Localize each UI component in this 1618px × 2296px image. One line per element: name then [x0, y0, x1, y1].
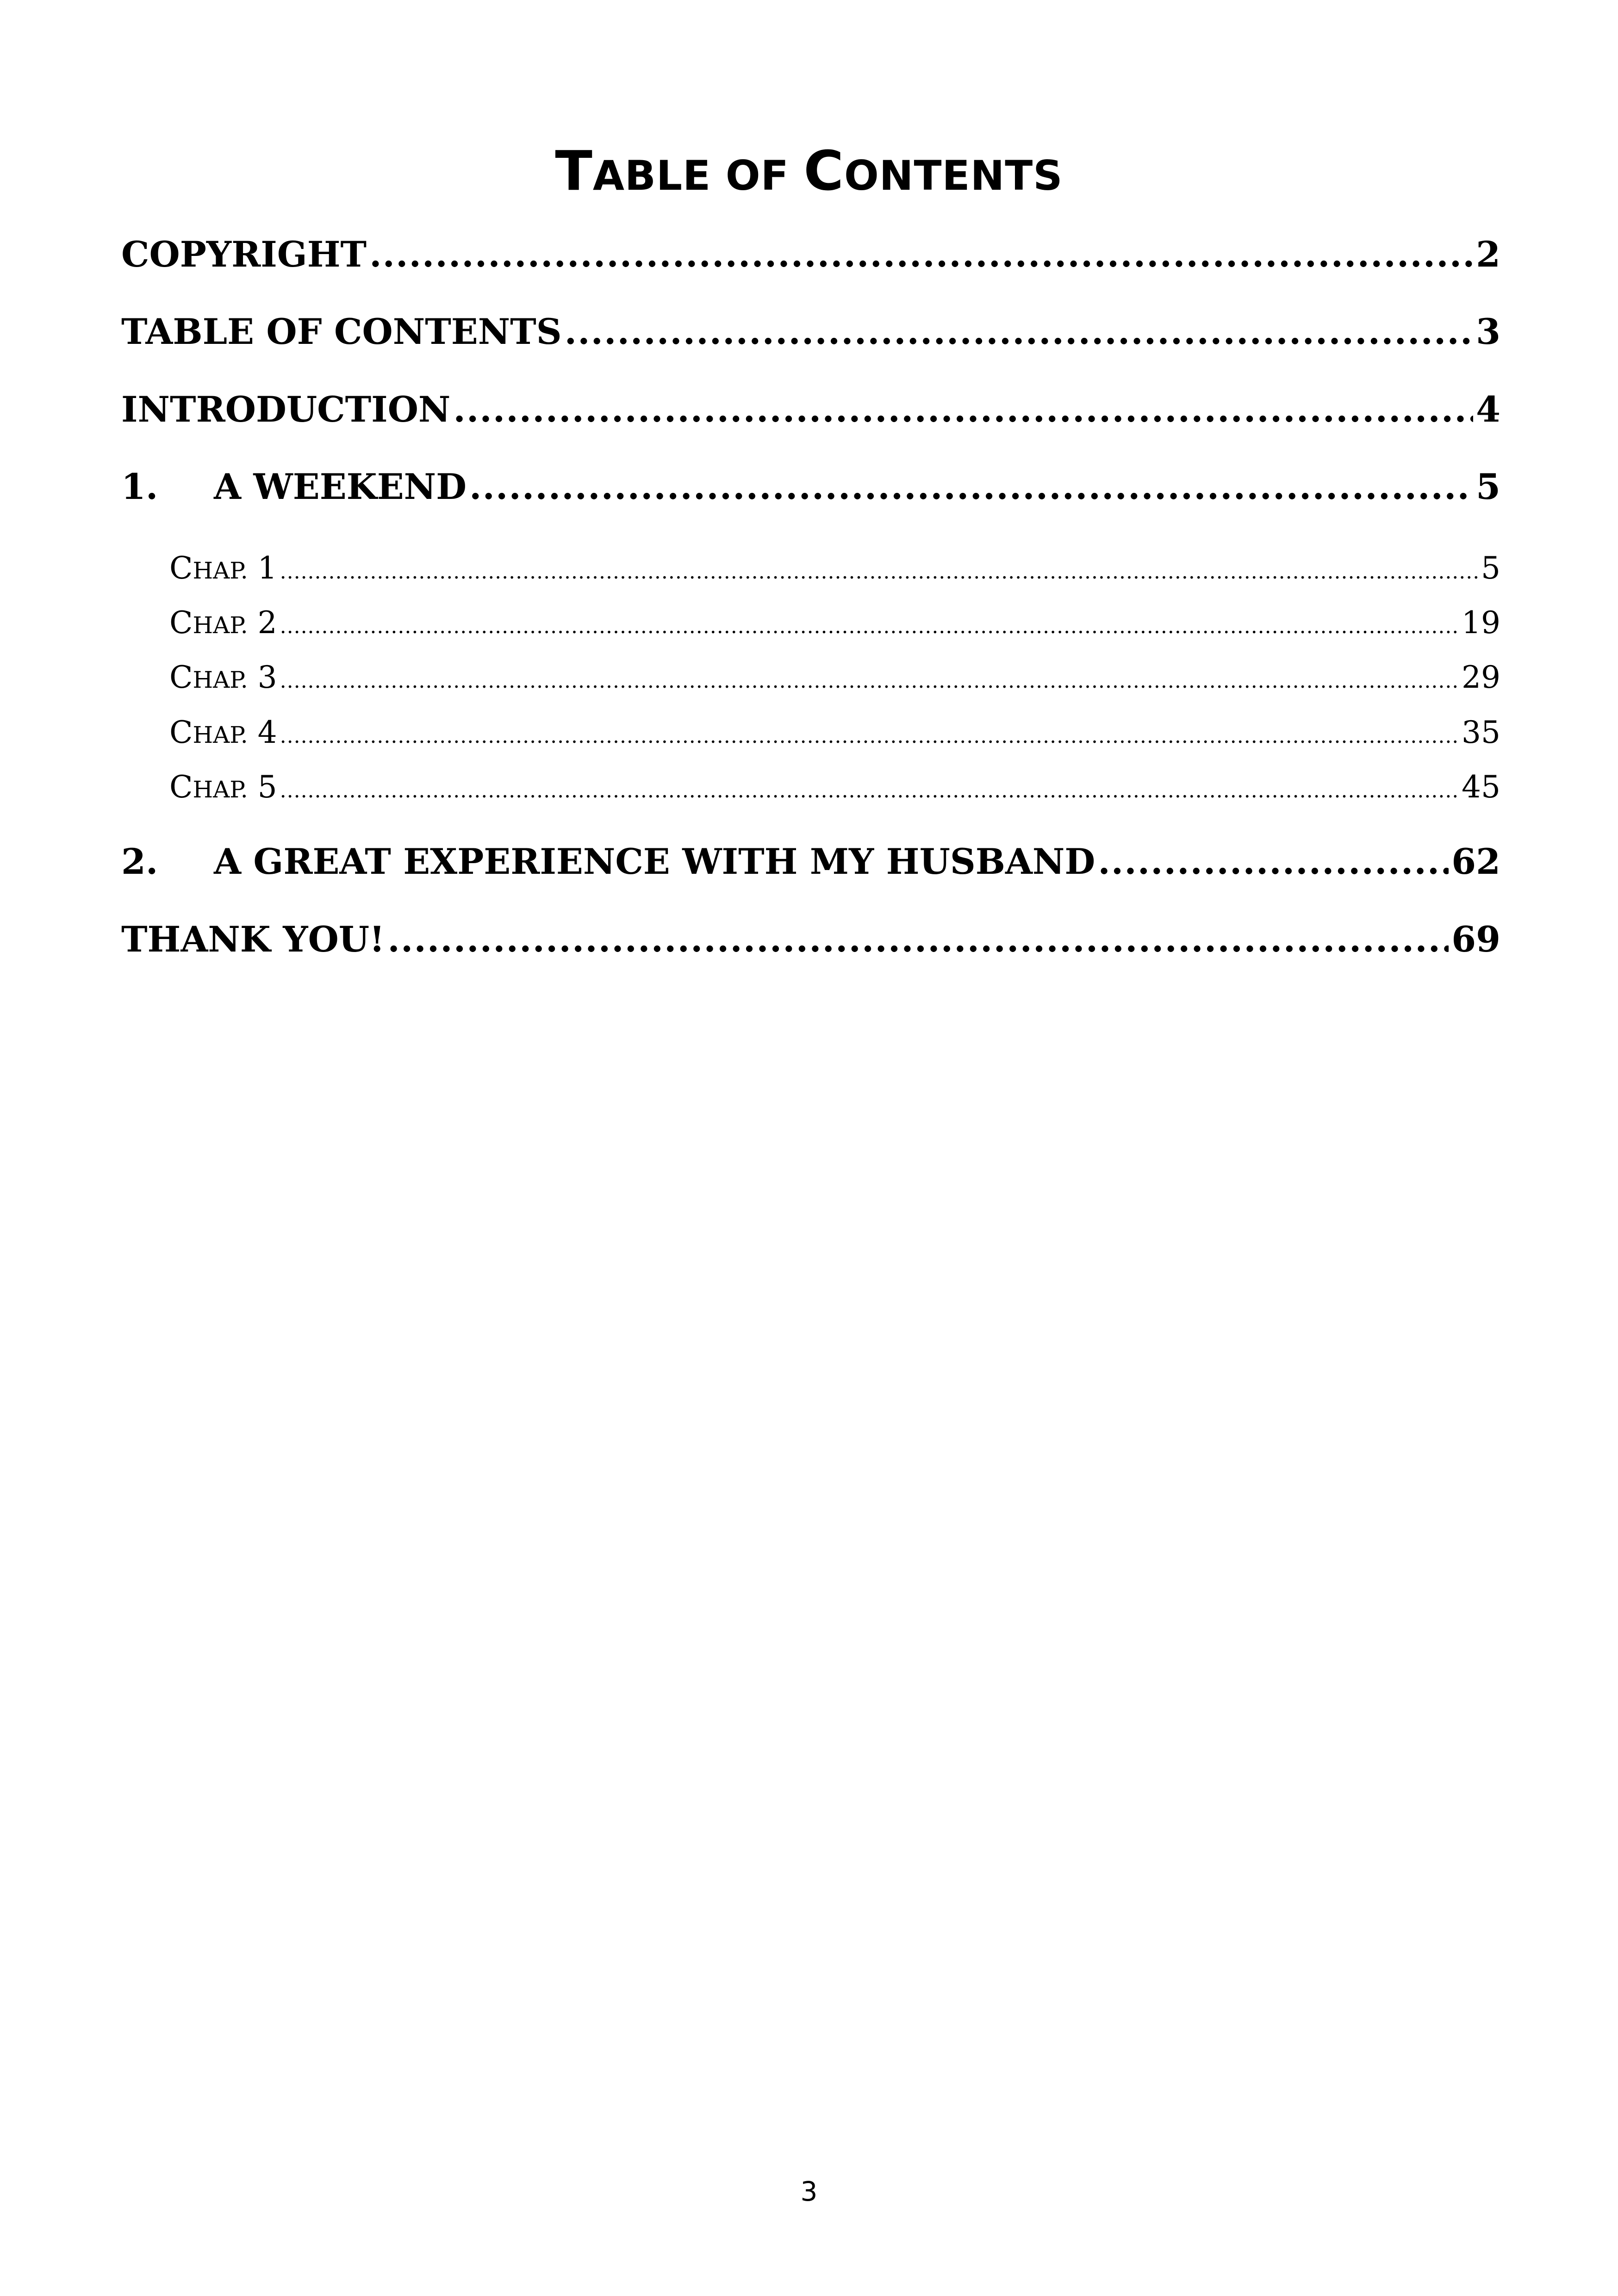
toc-entry-page: 4 [1476, 389, 1500, 430]
chap-prefix: HAP. [193, 557, 248, 584]
toc-entry-thank-you[interactable] [121, 914, 1500, 965]
chap-number: 3 [257, 660, 277, 695]
toc-dot-leader [453, 384, 1473, 435]
chap-initial: C [169, 660, 193, 695]
toc-entry-page: 35 [1462, 715, 1500, 750]
toc-dot-leader [565, 306, 1474, 357]
toc-dot-leader [387, 914, 1449, 965]
chap-number: 2 [257, 605, 277, 641]
title-initial-t: T [555, 139, 593, 203]
title-part-2: ONTENTS [844, 152, 1063, 200]
chap-prefix: HAP. [193, 666, 248, 693]
toc-entry-label [169, 709, 277, 758]
toc-entry-page: 3 [1476, 311, 1500, 352]
toc-entry-label: A GREAT EXPERIENCE WITH MY HUSBAND [214, 841, 1095, 882]
chap-initial: C [169, 715, 193, 750]
page-title [0, 134, 1618, 213]
toc-dot-leader [280, 713, 1459, 759]
chap-initial: C [169, 769, 193, 805]
toc-dot-leader [369, 229, 1473, 280]
toc-dot-leader [280, 768, 1459, 814]
toc-entry-page: 5 [1476, 466, 1500, 507]
toc-entry-table-of-contents[interactable] [121, 306, 1500, 357]
toc-dot-leader [280, 549, 1478, 595]
toc-entry-number: 2. [121, 841, 158, 882]
toc-entry-page: 19 [1462, 605, 1500, 641]
toc-entry-chap-1[interactable] [169, 545, 1500, 591]
chap-number: 4 [257, 715, 277, 750]
chap-initial: C [169, 550, 193, 586]
toc-dot-leader [280, 658, 1459, 704]
toc-entry-page: 2 [1476, 234, 1500, 275]
toc-entry-page: 62 [1451, 841, 1500, 882]
toc-entry-introduction[interactable] [121, 384, 1500, 435]
title-initial-c: C [803, 139, 844, 203]
toc-entry-label [169, 600, 277, 648]
toc-entry-page: 5 [1481, 550, 1500, 586]
toc-entry-page: 45 [1462, 769, 1500, 805]
toc-entry-chap-5[interactable] [169, 764, 1500, 810]
toc-entry-label: INTRODUCTION [121, 389, 451, 430]
toc-entry-page: 29 [1462, 660, 1500, 695]
chap-number: 5 [257, 769, 277, 805]
toc-entry-number: 1. [121, 466, 158, 507]
chap-prefix: HAP. [193, 612, 248, 639]
chap-number: 1 [257, 550, 277, 586]
toc-entry-label: A WEEKEND [214, 466, 467, 507]
toc-entry-chap-4[interactable] [169, 709, 1500, 756]
footer-page-number: 3 [800, 2176, 818, 2207]
toc-entry-chap-3[interactable] [169, 654, 1500, 701]
toc-entry-label [169, 654, 277, 703]
toc-entry-part-1[interactable] [121, 461, 1500, 512]
chap-prefix: HAP. [193, 776, 248, 803]
toc-dot-leader [280, 604, 1459, 650]
toc-entry-label: TABLE OF CONTENTS [121, 311, 562, 352]
toc-entry-label: THANK YOU! [121, 919, 385, 960]
toc-entry-page: 69 [1451, 919, 1500, 960]
title-part-1: ABLE OF [592, 152, 804, 200]
toc-entry-label [169, 545, 277, 594]
toc-entry-label: COPYRIGHT [121, 234, 367, 275]
toc-entry-copyright[interactable] [121, 229, 1500, 280]
toc-dot-leader [1098, 836, 1449, 887]
toc-entry-part-2[interactable] [121, 836, 1500, 887]
chap-initial: C [169, 605, 193, 641]
toc-entry-chap-2[interactable] [169, 600, 1500, 646]
toc-entry-label [169, 764, 277, 813]
toc-dot-leader [469, 461, 1473, 512]
chap-prefix: HAP. [193, 722, 248, 748]
